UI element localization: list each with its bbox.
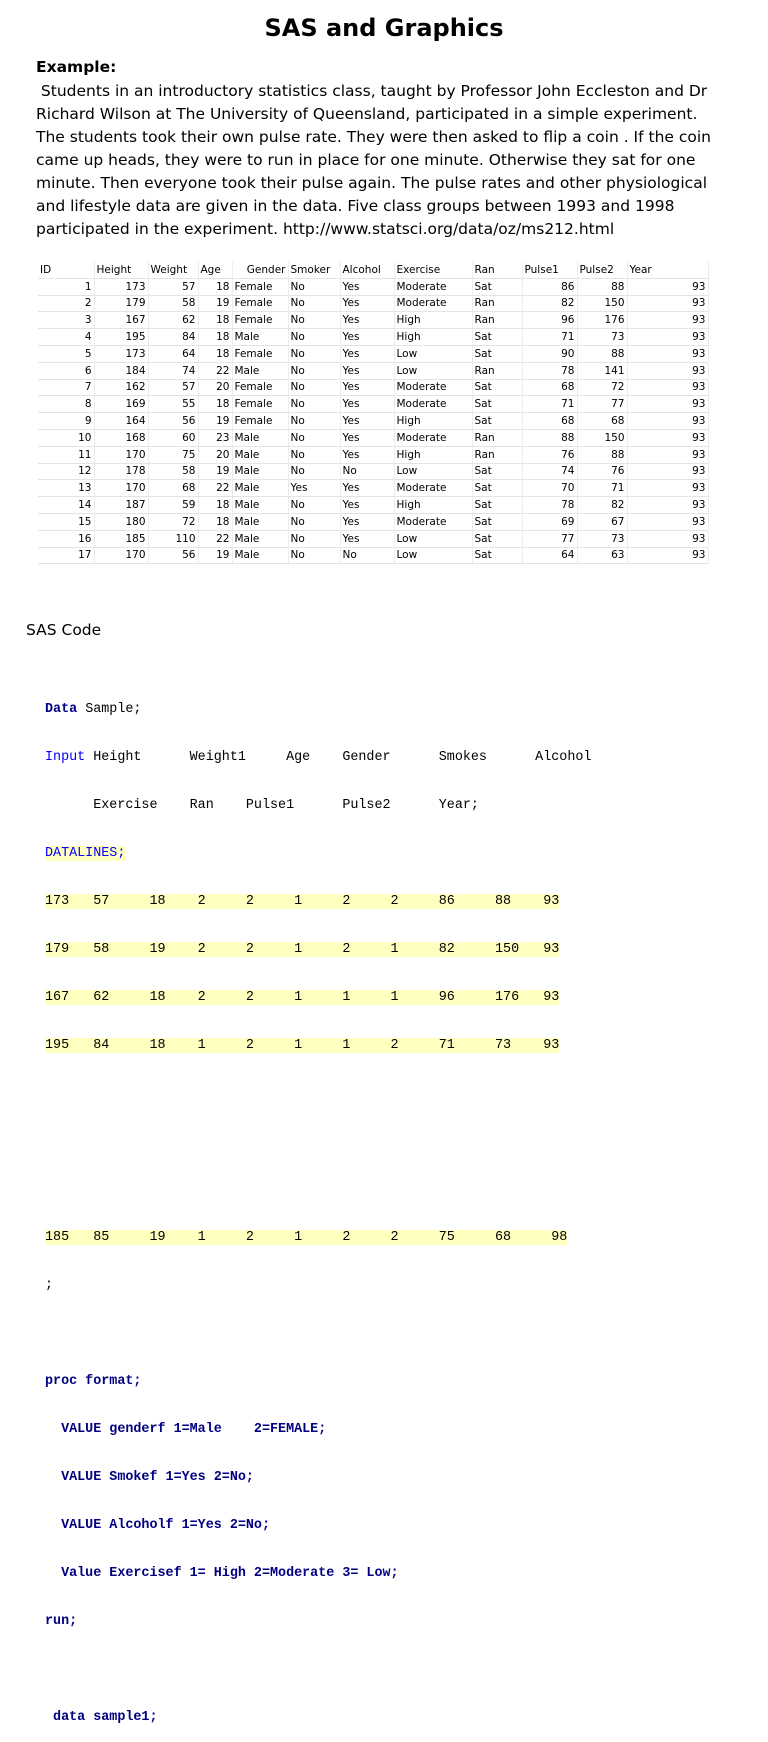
- table-cell: Sat: [472, 513, 522, 530]
- code-line: Value Exercisef 1= High 2=Moderate 3= Low;: [45, 1566, 399, 1581]
- table-cell: 93: [627, 513, 708, 530]
- table-cell: Yes: [340, 312, 394, 329]
- table-cell: No: [288, 513, 340, 530]
- table-cell: High: [394, 497, 472, 514]
- table-cell: 20: [198, 379, 232, 396]
- table-cell: 55: [148, 396, 198, 413]
- sas-code-label: SAS Code: [26, 621, 102, 639]
- code-line: proc format;: [45, 1374, 142, 1389]
- page-title: SAS and Graphics: [264, 14, 504, 42]
- table-cell: No: [288, 547, 340, 564]
- table-cell: 71: [522, 396, 577, 413]
- table-cell: Sat: [472, 547, 522, 564]
- table-cell: No: [288, 379, 340, 396]
- table-row: [38, 295, 708, 312]
- table-cell: 67: [577, 513, 627, 530]
- table-cell: 168: [94, 429, 148, 446]
- table-cell: 93: [627, 463, 708, 480]
- column-header: Year: [627, 262, 708, 278]
- table-cell: Sat: [472, 413, 522, 430]
- table-cell: 69: [522, 513, 577, 530]
- table-cell: 88: [577, 446, 627, 463]
- table-cell: Low: [394, 362, 472, 379]
- code-keyword: Input: [45, 750, 86, 765]
- table-cell: 71: [522, 329, 577, 346]
- table-cell: Female: [232, 312, 288, 329]
- table-cell: 19: [198, 463, 232, 480]
- table-cell: 68: [577, 413, 627, 430]
- table-cell: Low: [394, 547, 472, 564]
- table-cell: 77: [522, 530, 577, 547]
- table-cell: 60: [148, 429, 198, 446]
- table-cell: 64: [522, 547, 577, 564]
- table-cell: 185: [94, 530, 148, 547]
- table-cell: 75: [148, 446, 198, 463]
- table-cell: 19: [198, 547, 232, 564]
- column-header: Exercise: [394, 262, 472, 278]
- table-cell: 10: [38, 429, 94, 446]
- table-cell: 164: [94, 413, 148, 430]
- table-cell: 64: [148, 345, 198, 362]
- table-cell: 176: [577, 312, 627, 329]
- table-cell: Male: [232, 463, 288, 480]
- table-cell: 17: [38, 547, 94, 564]
- table-cell: No: [288, 295, 340, 312]
- table-cell: 86: [522, 278, 577, 295]
- table-row: [38, 345, 708, 362]
- table-cell: 93: [627, 312, 708, 329]
- table-cell: Male: [232, 497, 288, 514]
- table-cell: Moderate: [394, 278, 472, 295]
- code-keyword: Data: [45, 702, 78, 717]
- table-cell: Sat: [472, 497, 522, 514]
- column-header: Weight: [148, 262, 198, 278]
- table-cell: 20: [198, 446, 232, 463]
- table-header-row: [38, 262, 708, 278]
- table-cell: Low: [394, 530, 472, 547]
- code-line: Exercise Ran Pulse1 Pulse2 Year;: [45, 798, 479, 813]
- table-cell: 150: [577, 295, 627, 312]
- code-line: VALUE genderf 1=Male 2=FEMALE;: [45, 1422, 327, 1437]
- code-text: Height Weight1 Age Gender Smokes Alcohol: [85, 750, 592, 765]
- table-cell: 179: [94, 295, 148, 312]
- table-cell: Sat: [472, 480, 522, 497]
- table-cell: 70: [522, 480, 577, 497]
- table-cell: Female: [232, 345, 288, 362]
- table-cell: Moderate: [394, 480, 472, 497]
- table-cell: 184: [94, 362, 148, 379]
- table-cell: No: [340, 547, 394, 564]
- table-cell: 110: [148, 530, 198, 547]
- table-cell: Yes: [340, 329, 394, 346]
- table-cell: 7: [38, 379, 94, 396]
- table-cell: 88: [577, 278, 627, 295]
- table-cell: Yes: [340, 413, 394, 430]
- table-cell: 93: [627, 362, 708, 379]
- table-cell: No: [288, 362, 340, 379]
- table-cell: Yes: [340, 396, 394, 413]
- table-cell: 93: [627, 329, 708, 346]
- example-line: came up heads, they were to run in place for one minute. Otherwise they sat for one: [36, 151, 696, 169]
- table-cell: 73: [577, 329, 627, 346]
- table-cell: Yes: [340, 530, 394, 547]
- table-cell: 167: [94, 312, 148, 329]
- table-row: [38, 329, 708, 346]
- table-cell: 22: [198, 480, 232, 497]
- table-row: [38, 312, 708, 329]
- example-line: Richard Wilson at The University of Queensland, participated in a simple experiment.: [36, 105, 698, 123]
- table-row: [38, 463, 708, 480]
- table-cell: 12: [38, 463, 94, 480]
- column-header: Pulse1: [522, 262, 577, 278]
- table-cell: Sat: [472, 345, 522, 362]
- table-cell: 56: [148, 547, 198, 564]
- table-cell: No: [288, 446, 340, 463]
- table-cell: 72: [148, 513, 198, 530]
- table-row: [38, 547, 708, 564]
- table-cell: 173: [94, 345, 148, 362]
- table-cell: No: [288, 497, 340, 514]
- code-text: Sample;: [77, 702, 142, 717]
- table-cell: No: [340, 463, 394, 480]
- table-cell: 72: [577, 379, 627, 396]
- column-header: Pulse2: [577, 262, 627, 278]
- code-line: run;: [45, 1614, 78, 1629]
- table-cell: 93: [627, 530, 708, 547]
- datalines-row: 173 57 18 2 2 1 2 2 86 88 93: [45, 894, 560, 909]
- table-cell: 93: [627, 547, 708, 564]
- table-cell: Male: [232, 429, 288, 446]
- table-cell: 76: [577, 463, 627, 480]
- table-cell: 11: [38, 446, 94, 463]
- table-cell: 82: [522, 295, 577, 312]
- table-cell: 93: [627, 278, 708, 295]
- table-cell: Yes: [340, 513, 394, 530]
- table-cell: 78: [522, 497, 577, 514]
- table-row: [38, 497, 708, 514]
- table-cell: Yes: [340, 446, 394, 463]
- table-cell: 62: [148, 312, 198, 329]
- table-cell: 22: [198, 530, 232, 547]
- example-label: Example:: [36, 58, 117, 76]
- table-cell: 58: [148, 295, 198, 312]
- table-cell: Low: [394, 345, 472, 362]
- table-cell: 90: [522, 345, 577, 362]
- table-cell: 187: [94, 497, 148, 514]
- column-header: Age: [198, 262, 232, 278]
- table-cell: 18: [198, 312, 232, 329]
- table-cell: 82: [577, 497, 627, 514]
- table-row: [38, 396, 708, 413]
- table-row: [38, 379, 708, 396]
- table-cell: Male: [232, 329, 288, 346]
- table-row: [38, 362, 708, 379]
- table-cell: Female: [232, 295, 288, 312]
- table-cell: 68: [522, 379, 577, 396]
- table-cell: Yes: [340, 497, 394, 514]
- table-cell: 68: [148, 480, 198, 497]
- code-line: VALUE Smokef 1=Yes 2=No;: [45, 1470, 254, 1485]
- table-cell: Sat: [472, 463, 522, 480]
- code-keyword: DATALINES;: [45, 846, 126, 861]
- table-cell: 74: [148, 362, 198, 379]
- table-cell: 5: [38, 345, 94, 362]
- table-cell: Ran: [472, 446, 522, 463]
- table-cell: Ran: [472, 429, 522, 446]
- table-cell: 162: [94, 379, 148, 396]
- table-cell: No: [288, 530, 340, 547]
- example-line: participated in the experiment. http://www.statsci.org/data/oz/ms212.html: [36, 220, 615, 238]
- table-cell: 195: [94, 329, 148, 346]
- table-cell: 8: [38, 396, 94, 413]
- table-cell: 6: [38, 362, 94, 379]
- table-cell: 18: [198, 396, 232, 413]
- datalines-row: 185 85 19 1 2 1 2 2 75 68 98: [45, 1230, 568, 1245]
- table-cell: 4: [38, 329, 94, 346]
- table-cell: 19: [198, 413, 232, 430]
- table-cell: No: [288, 345, 340, 362]
- column-header: Ran: [472, 262, 522, 278]
- column-header: Gender: [232, 262, 288, 278]
- table-cell: 93: [627, 497, 708, 514]
- table-row: [38, 413, 708, 430]
- code-line: [45, 702, 591, 718]
- sas-code-block: [45, 670, 591, 1742]
- table-cell: High: [394, 329, 472, 346]
- table-cell: Yes: [340, 278, 394, 295]
- column-header: Height: [94, 262, 148, 278]
- table-row: [38, 480, 708, 497]
- table-cell: No: [288, 329, 340, 346]
- table-cell: 56: [148, 413, 198, 430]
- table-cell: 57: [148, 379, 198, 396]
- table-cell: 93: [627, 379, 708, 396]
- table-cell: Male: [232, 513, 288, 530]
- table-cell: Yes: [340, 480, 394, 497]
- table-cell: Male: [232, 362, 288, 379]
- table-cell: Ran: [472, 312, 522, 329]
- table-row: [38, 429, 708, 446]
- table-cell: 93: [627, 413, 708, 430]
- code-line: ;: [45, 1278, 54, 1293]
- table-cell: 23: [198, 429, 232, 446]
- table-cell: 93: [627, 480, 708, 497]
- table-cell: 93: [627, 345, 708, 362]
- table-cell: Sat: [472, 278, 522, 295]
- table-cell: Sat: [472, 329, 522, 346]
- table-cell: 173: [94, 278, 148, 295]
- table-cell: Yes: [340, 295, 394, 312]
- table-cell: High: [394, 312, 472, 329]
- table-cell: 22: [198, 362, 232, 379]
- table-cell: 93: [627, 295, 708, 312]
- table-cell: 169: [94, 396, 148, 413]
- table-cell: 18: [198, 329, 232, 346]
- table-cell: 2: [38, 295, 94, 312]
- table-cell: 141: [577, 362, 627, 379]
- datalines-row: 195 84 18 1 2 1 1 2 71 73 93: [45, 1038, 560, 1053]
- table-cell: 88: [522, 429, 577, 446]
- table-cell: 59: [148, 497, 198, 514]
- code-line: data sample1;: [45, 1710, 158, 1725]
- table-cell: 74: [522, 463, 577, 480]
- table-cell: 71: [577, 480, 627, 497]
- table-cell: 16: [38, 530, 94, 547]
- column-header: Smoker: [288, 262, 340, 278]
- table-cell: 13: [38, 480, 94, 497]
- table-cell: Female: [232, 396, 288, 413]
- table-cell: 93: [627, 429, 708, 446]
- table-cell: No: [288, 312, 340, 329]
- table-cell: High: [394, 413, 472, 430]
- table-cell: Sat: [472, 530, 522, 547]
- table-cell: 18: [198, 345, 232, 362]
- table-cell: No: [288, 278, 340, 295]
- table-cell: 170: [94, 480, 148, 497]
- table-cell: Moderate: [394, 513, 472, 530]
- table-cell: Ran: [472, 362, 522, 379]
- table-cell: Male: [232, 446, 288, 463]
- code-line: [45, 750, 591, 766]
- table-cell: 14: [38, 497, 94, 514]
- table-cell: 18: [198, 278, 232, 295]
- table-cell: Male: [232, 547, 288, 564]
- table-cell: Sat: [472, 396, 522, 413]
- table-cell: Yes: [340, 345, 394, 362]
- table-cell: 88: [577, 345, 627, 362]
- table-cell: No: [288, 413, 340, 430]
- table-cell: No: [288, 463, 340, 480]
- table-cell: Female: [232, 278, 288, 295]
- table-cell: Moderate: [394, 429, 472, 446]
- table-cell: 78: [522, 362, 577, 379]
- datalines-row: 179 58 19 2 2 1 2 1 82 150 93: [45, 942, 560, 957]
- example-line: and lifestyle data are given in the data. Five class groups between 1993 and 1998: [36, 197, 675, 215]
- table-cell: Female: [232, 413, 288, 430]
- table-row: [38, 278, 708, 295]
- example-line: The students took their own pulse rate. They were then asked to flip a coin . If the coin: [36, 128, 711, 146]
- table-cell: 9: [38, 413, 94, 430]
- table-cell: 15: [38, 513, 94, 530]
- table-cell: Yes: [340, 429, 394, 446]
- table-cell: Low: [394, 463, 472, 480]
- table-cell: 170: [94, 446, 148, 463]
- table-cell: Moderate: [394, 396, 472, 413]
- table-cell: 73: [577, 530, 627, 547]
- table-cell: 170: [94, 547, 148, 564]
- table-cell: 150: [577, 429, 627, 446]
- example-line: minute. Then everyone took their pulse again. The pulse rates and other physiological: [36, 174, 707, 192]
- table-cell: 93: [627, 396, 708, 413]
- table-cell: 68: [522, 413, 577, 430]
- table-cell: 18: [198, 513, 232, 530]
- table-row: [38, 513, 708, 530]
- table-cell: 57: [148, 278, 198, 295]
- table-cell: No: [288, 429, 340, 446]
- table-cell: No: [288, 396, 340, 413]
- table-cell: Female: [232, 379, 288, 396]
- code-line: VALUE Alcoholf 1=Yes 2=No;: [45, 1518, 270, 1533]
- pulse-data-table: [38, 262, 709, 564]
- table-cell: Ran: [472, 295, 522, 312]
- example-line: Students in an introductory statistics class, taught by Professor John Eccleston and Dr: [36, 82, 708, 100]
- table-cell: Moderate: [394, 295, 472, 312]
- table-cell: 58: [148, 463, 198, 480]
- table-row: [38, 530, 708, 547]
- table-cell: 3: [38, 312, 94, 329]
- table-cell: Yes: [340, 362, 394, 379]
- table-cell: Yes: [340, 379, 394, 396]
- table-cell: 19: [198, 295, 232, 312]
- table-cell: Sat: [472, 379, 522, 396]
- table-cell: 93: [627, 446, 708, 463]
- table-cell: 63: [577, 547, 627, 564]
- table-cell: High: [394, 446, 472, 463]
- table-cell: 1: [38, 278, 94, 295]
- column-header: ID: [38, 262, 94, 278]
- table-cell: 180: [94, 513, 148, 530]
- table-cell: Male: [232, 530, 288, 547]
- table-cell: Yes: [288, 480, 340, 497]
- table-cell: 76: [522, 446, 577, 463]
- table-row: [38, 446, 708, 463]
- table-cell: 18: [198, 497, 232, 514]
- column-header: Alcohol: [340, 262, 394, 278]
- table-cell: 96: [522, 312, 577, 329]
- table-cell: 77: [577, 396, 627, 413]
- table-cell: Moderate: [394, 379, 472, 396]
- table-cell: 84: [148, 329, 198, 346]
- example-paragraph: [36, 80, 736, 241]
- table-cell: Male: [232, 480, 288, 497]
- datalines-row: 167 62 18 2 2 1 1 1 96 176 93: [45, 990, 560, 1005]
- table-cell: 178: [94, 463, 148, 480]
